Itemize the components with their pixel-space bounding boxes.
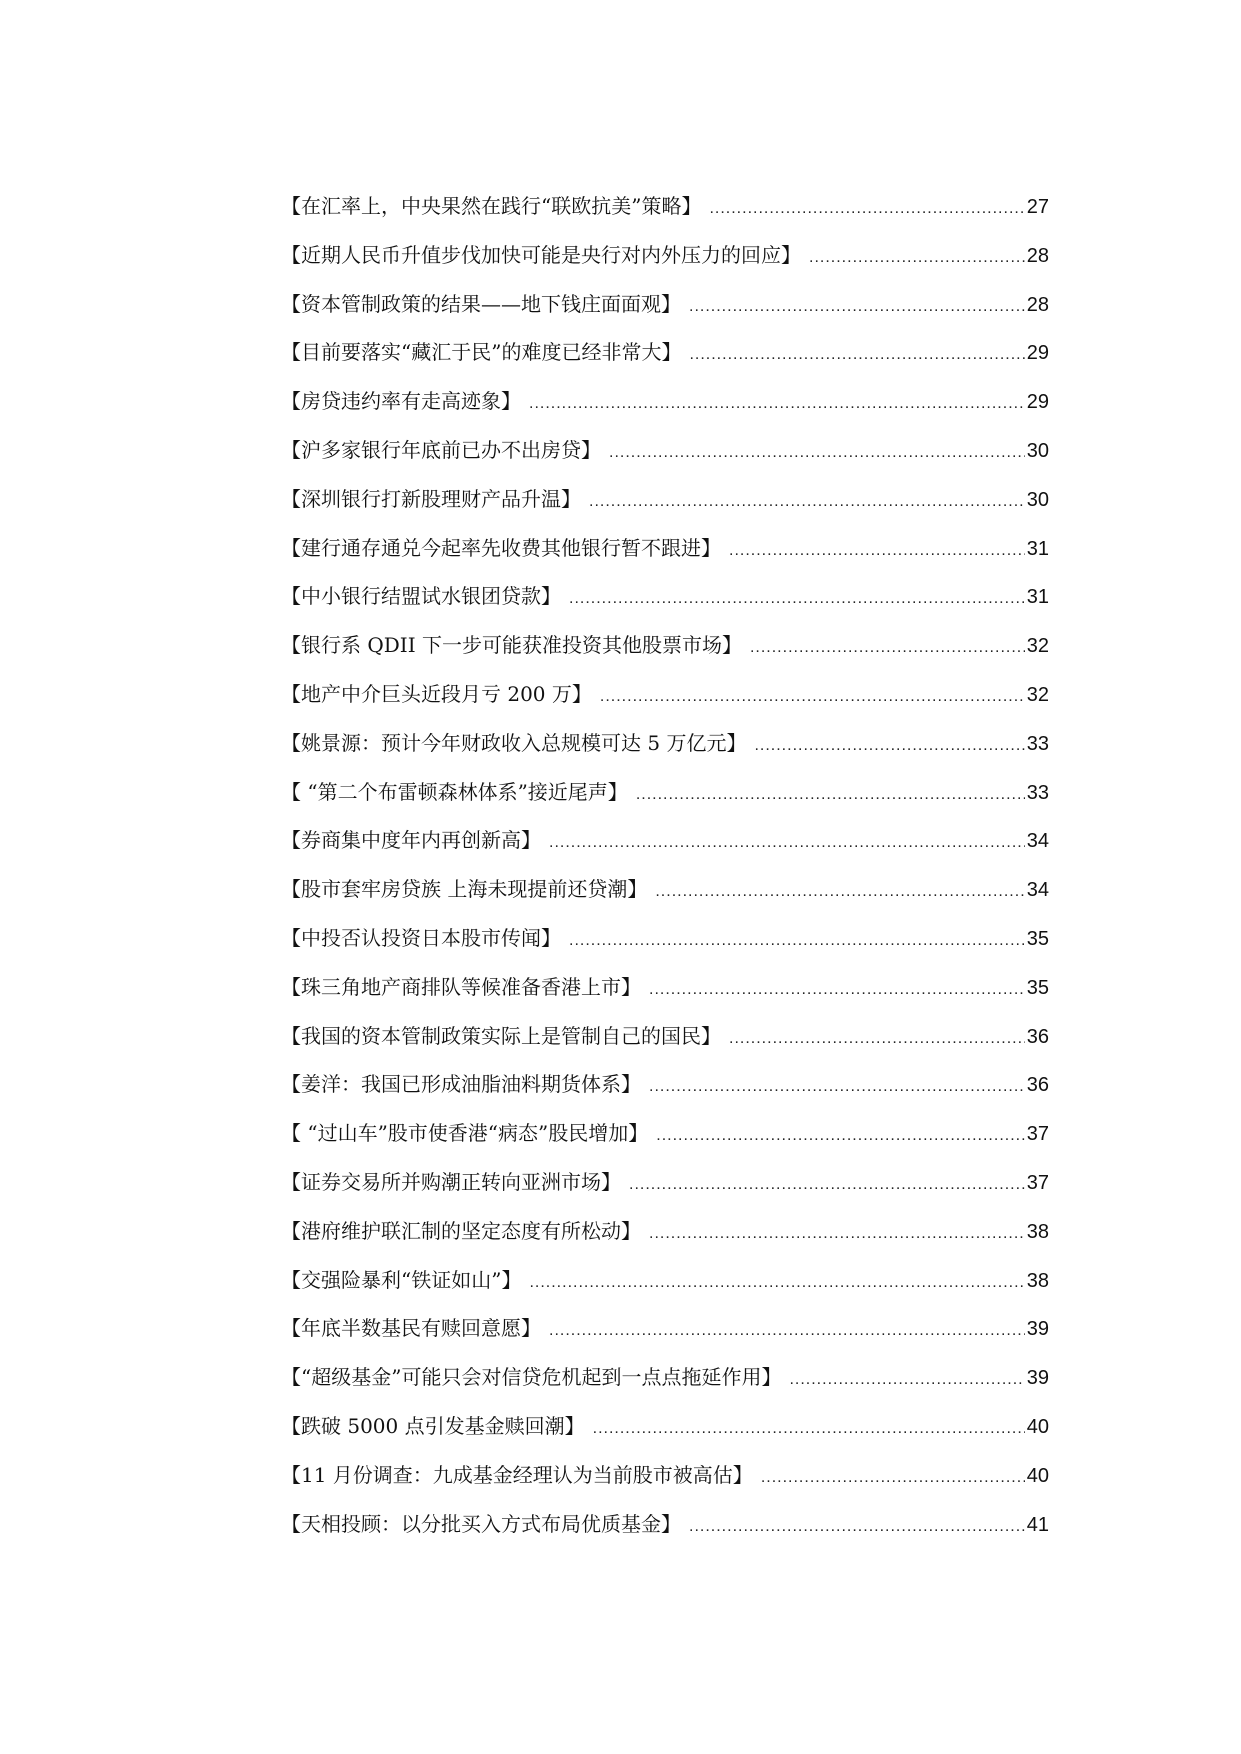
toc-entry-title: 【交强险暴利“铁证如山”】 (281, 1267, 522, 1292)
toc-page-number: 33 (1026, 781, 1049, 804)
toc-dot-leader (649, 1210, 1025, 1259)
toc-page-number: 41 (1026, 1513, 1049, 1536)
toc-entry[interactable] (281, 1256, 1049, 1305)
toc-page-number: 28 (1026, 293, 1049, 316)
toc-entry[interactable] (281, 719, 1049, 768)
toc-entry[interactable] (281, 377, 1049, 426)
toc-entry[interactable] (281, 1109, 1049, 1158)
toc-entry[interactable] (281, 328, 1049, 377)
toc-entry-title: 【银行系 QDII 下一步可能获准投资其他股票市场】 (281, 633, 742, 658)
toc-entry[interactable] (281, 670, 1049, 719)
toc-entry-title: 【姚景源：预计今年财政收入总规模可达 5 万亿元】 (281, 730, 747, 755)
toc-entry-title: 【券商集中度年内再创新高】 (281, 828, 541, 853)
toc-page-number: 30 (1026, 439, 1049, 462)
toc-page-number: 34 (1026, 830, 1049, 853)
toc-entry-title: 【中投否认投资日本股市传闻】 (281, 925, 561, 950)
toc-entry-title: 【目前要落实“藏汇于民”的难度已经非常大】 (281, 340, 682, 365)
toc-entry[interactable] (281, 1060, 1049, 1109)
toc-page-number: 39 (1026, 1318, 1049, 1341)
toc-entry-title: 【天相投顾：以分批买入方式布局优质基金】 (281, 1511, 681, 1536)
toc-entry-title: 【 “过山车”股市使香港“病态”股民增加】 (281, 1121, 649, 1146)
toc-dot-leader (593, 1405, 1025, 1454)
toc-page-number: 31 (1026, 586, 1049, 609)
toc-entry-title: 【港府维护联汇制的坚定态度有所松动】 (281, 1218, 641, 1243)
toc-entry-title: 【建行通存通兑今起率先收费其他银行暂不跟进】 (281, 535, 721, 560)
toc-dot-leader (529, 1259, 1024, 1308)
toc-page-number: 38 (1026, 1269, 1049, 1292)
toc-dot-leader (729, 1015, 1025, 1064)
toc-entry[interactable] (281, 865, 1049, 914)
toc-entry-title: 【近期人民币升值步伐加快可能是央行对内外压力的回应】 (281, 242, 801, 267)
toc-dot-leader (689, 1503, 1025, 1552)
toc-dot-leader (750, 624, 1025, 673)
toc-page-number: 28 (1026, 244, 1049, 267)
toc-dot-leader (656, 1112, 1024, 1161)
toc-entry-title: 【我国的资本管制政策实际上是管制自己的国民】 (281, 1023, 721, 1048)
toc-dot-leader (689, 331, 1024, 380)
toc-dot-leader (529, 380, 1025, 429)
toc-entry[interactable] (281, 768, 1049, 817)
toc-page-number: 36 (1026, 1074, 1049, 1097)
toc-dot-leader (589, 478, 1025, 527)
toc-entry-title: 【“超级基金”可能只会对信贷危机起到一点点拖延作用】 (281, 1365, 782, 1390)
toc-dot-leader (754, 722, 1024, 771)
toc-entry[interactable] (281, 475, 1049, 524)
toc-dot-leader (709, 185, 1024, 234)
toc-entry-title: 【地产中介巨头近段月亏 200 万】 (281, 681, 592, 706)
toc-page-number: 35 (1026, 927, 1049, 950)
toc-dot-leader (689, 283, 1025, 332)
toc-entry-title: 【在汇率上，中央果然在践行“联欧抗美”策略】 (281, 194, 702, 218)
toc-page-number: 32 (1026, 635, 1049, 658)
toc-page-number: 30 (1026, 488, 1049, 511)
toc-page-number: 39 (1026, 1367, 1049, 1390)
toc-page-number: 37 (1026, 1123, 1049, 1146)
toc-page-number: 29 (1026, 391, 1049, 414)
toc-dot-leader (569, 917, 1025, 966)
toc-entry-title: 【沪多家银行年底前已办不出房贷】 (281, 437, 601, 462)
toc-page-number: 37 (1026, 1171, 1049, 1194)
toc-page-number: 27 (1026, 196, 1049, 218)
toc-dot-leader (549, 1307, 1025, 1356)
toc-entry[interactable] (281, 280, 1049, 329)
toc-page-number: 33 (1026, 732, 1049, 755)
toc-page-number: 31 (1026, 537, 1049, 560)
toc-entry[interactable] (281, 426, 1049, 475)
toc-dot-leader (549, 819, 1025, 868)
toc-entry-title: 【 “第二个布雷顿森林体系”接近尾声】 (281, 779, 628, 804)
toc-entry[interactable] (281, 1012, 1049, 1061)
toc-entry-title: 【珠三角地产商排队等候准备香港上市】 (281, 974, 641, 999)
toc-entry[interactable] (281, 1304, 1049, 1353)
table-of-contents (281, 182, 1049, 1548)
toc-entry[interactable] (281, 572, 1049, 621)
toc-entry-title: 【年底半数基民有赎回意愿】 (281, 1316, 541, 1341)
toc-dot-leader (600, 673, 1025, 722)
toc-entry[interactable] (281, 1158, 1049, 1207)
toc-dot-leader (729, 527, 1025, 576)
toc-entry[interactable] (281, 1207, 1049, 1256)
toc-entry[interactable] (281, 1451, 1049, 1500)
toc-entry[interactable] (281, 182, 1049, 231)
toc-entry[interactable] (281, 914, 1049, 963)
toc-entry-title: 【房贷违约率有走高迹象】 (281, 389, 521, 414)
toc-entry[interactable] (281, 1353, 1049, 1402)
toc-page-number: 32 (1026, 683, 1049, 706)
toc-dot-leader (636, 771, 1025, 820)
toc-entry-title: 【跌破 5000 点引发基金赎回潮】 (281, 1413, 585, 1438)
toc-entry-title: 【11 月份调查：九成基金经理认为当前股市被高估】 (281, 1462, 753, 1487)
toc-dot-leader (649, 966, 1025, 1015)
toc-dot-leader (761, 1454, 1025, 1503)
toc-entry-title: 【股市套牢房贷族 上海未现提前还贷潮】 (281, 877, 648, 902)
toc-page-number: 38 (1026, 1220, 1049, 1243)
toc-page-number: 34 (1026, 879, 1049, 902)
toc-entry[interactable] (281, 963, 1049, 1012)
toc-entry-title: 【深圳银行打新股理财产品升温】 (281, 486, 581, 511)
toc-page-number: 40 (1026, 1464, 1049, 1487)
toc-page-number: 40 (1026, 1415, 1049, 1438)
toc-entry-title: 【中小银行结盟试水银团贷款】 (281, 584, 561, 609)
toc-page-number: 29 (1026, 342, 1049, 365)
toc-entry-title: 【资本管制政策的结果——地下钱庄面面观】 (281, 291, 681, 316)
toc-dot-leader (569, 575, 1025, 624)
toc-entry-title: 【姜洋：我国已形成油脂油料期货体系】 (281, 1072, 641, 1097)
toc-entry[interactable] (281, 1500, 1049, 1549)
toc-entry[interactable] (281, 1402, 1049, 1451)
toc-dot-leader (649, 1063, 1025, 1112)
toc-entry[interactable] (281, 816, 1049, 865)
toc-dot-leader (629, 1161, 1025, 1210)
toc-dot-leader (609, 429, 1025, 478)
toc-dot-leader (809, 234, 1025, 283)
toc-dot-leader (789, 1356, 1024, 1405)
toc-entry[interactable] (281, 231, 1049, 280)
toc-page-number: 35 (1026, 976, 1049, 999)
toc-entry[interactable] (281, 524, 1049, 573)
toc-page-number: 36 (1026, 1025, 1049, 1048)
toc-entry-title: 【证券交易所并购潮正转向亚洲市场】 (281, 1169, 621, 1194)
toc-dot-leader (655, 868, 1024, 917)
toc-entry[interactable] (281, 621, 1049, 670)
